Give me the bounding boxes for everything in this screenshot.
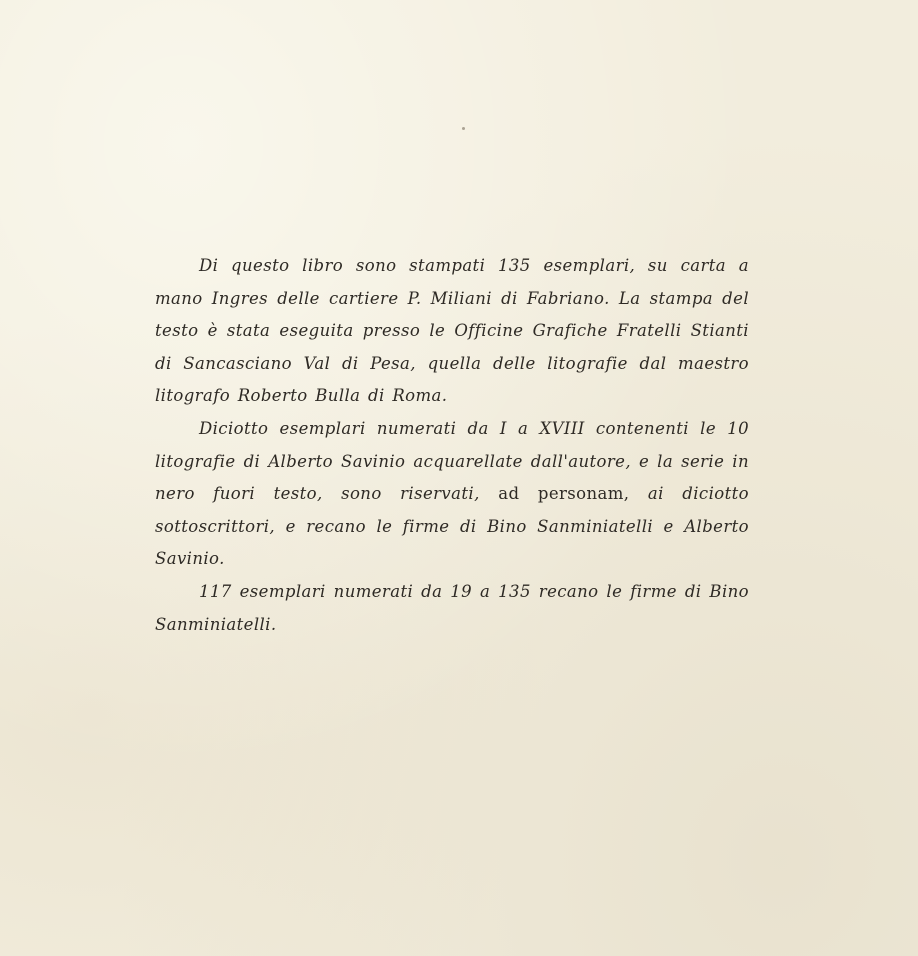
- colophon-text: [155, 250, 749, 641]
- colophon-paragraph-edition: Di questo libro sono stampati 135 esemplari, su carta a mano Ingres delle cartiere P. Miliani di Fabriano. La stampa del testo è stata eseguita presso le Officine Grafiche Fratelli Stianti di Sancasciano Val di Pesa, quella delle litografie dal maestro litografo Roberto Bulla di Roma.: [155, 256, 749, 406]
- colophon-ad-personam: ad personam,: [498, 484, 630, 504]
- colophon-numbered-copies-signatures: ai diciotto sottoscrittori, e recano le firme di Bino Sanminiatelli e Alberto Savinio.: [155, 484, 749, 569]
- colophon-paragraph-numbered-copies: [155, 413, 749, 576]
- paper-speck: [462, 127, 465, 130]
- colophon-numbered-copies-intro: Diciotto esemplari numerati da I a XVIII contenenti le 10 litografie di Alberto Savinio acquarellate dall'autore, e la serie in nero fuori testo, sono riservati,: [155, 418, 749, 504]
- colophon-paragraph-remaining-copies: 117 esemplari numerati da 19 a 135 recano le firme di Bino Sanminiatelli.: [155, 581, 749, 634]
